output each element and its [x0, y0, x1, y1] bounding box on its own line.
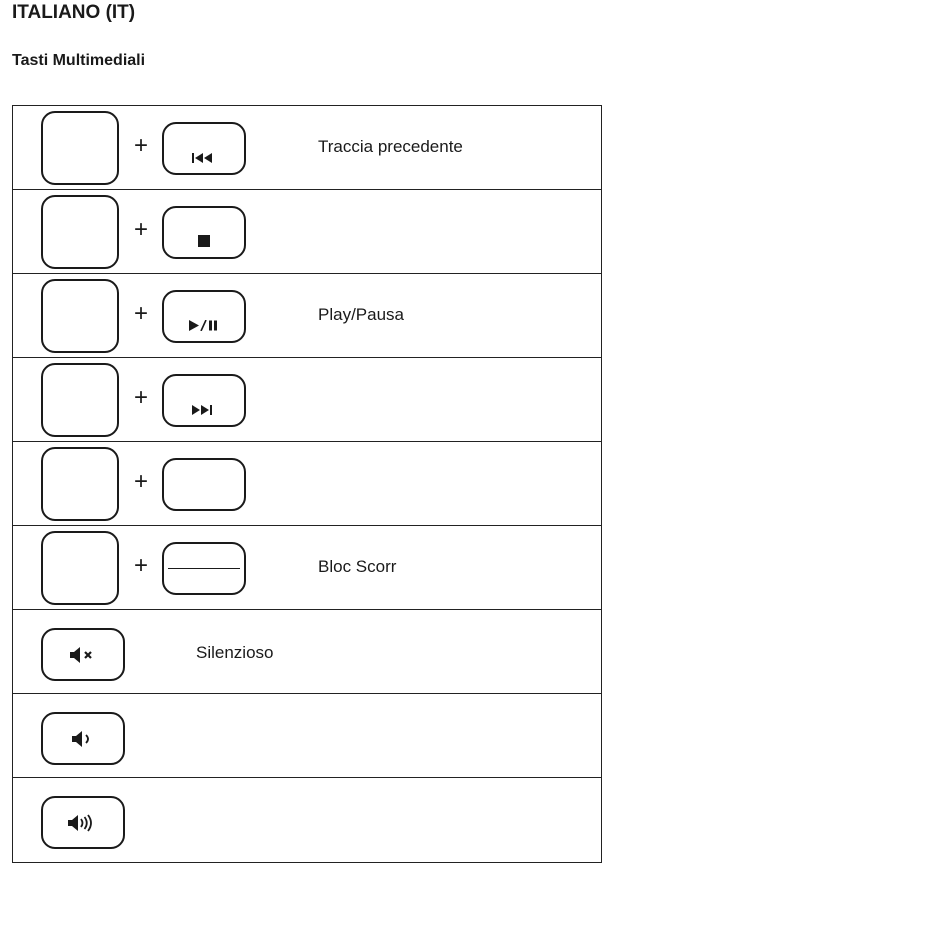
mute-icon — [70, 647, 96, 663]
row-label: Bloc Scorr — [318, 557, 397, 576]
modifier-key — [41, 531, 119, 605]
plus-sign: + — [134, 132, 149, 159]
table-row — [13, 358, 601, 442]
page-title: ITALIANO (IT) — [12, 2, 136, 23]
volume-up-key — [41, 796, 125, 849]
volume-down-icon — [72, 731, 94, 747]
modifier-key — [41, 279, 119, 353]
volume-down-key — [41, 712, 125, 765]
table-row — [13, 610, 601, 694]
previous-track-key — [162, 122, 246, 175]
play-pause-key — [162, 290, 246, 343]
table-row — [13, 442, 601, 526]
modifier-key — [41, 447, 119, 521]
row-label: Silenzioso — [196, 643, 274, 662]
multimedia-keys-table — [12, 105, 602, 863]
table-row — [13, 694, 601, 778]
previous-track-icon — [192, 153, 216, 163]
row-label: Play/Pausa — [318, 305, 404, 324]
plus-sign: + — [134, 552, 149, 579]
table-row — [13, 526, 601, 610]
plus-sign: + — [134, 300, 149, 327]
plus-sign: + — [134, 468, 149, 495]
table-row — [13, 274, 601, 358]
next-track-key — [162, 374, 246, 427]
play-pause-icon — [189, 320, 219, 331]
blank-key — [162, 458, 246, 511]
mute-key — [41, 628, 125, 681]
scroll-lock-key — [162, 542, 246, 595]
next-track-icon — [192, 405, 216, 415]
row-label: Traccia precedente — [318, 137, 463, 156]
line-icon — [168, 568, 240, 569]
modifier-key — [41, 111, 119, 185]
table-row — [13, 106, 601, 190]
modifier-key — [41, 195, 119, 269]
stop-key — [162, 206, 246, 259]
table-row — [13, 190, 601, 274]
volume-up-icon — [68, 814, 98, 832]
plus-sign: + — [134, 384, 149, 411]
section-title: Tasti Multimediali — [12, 52, 146, 69]
modifier-key — [41, 363, 119, 437]
plus-sign: + — [134, 216, 149, 243]
stop-icon — [198, 235, 210, 247]
table-row — [13, 778, 601, 862]
